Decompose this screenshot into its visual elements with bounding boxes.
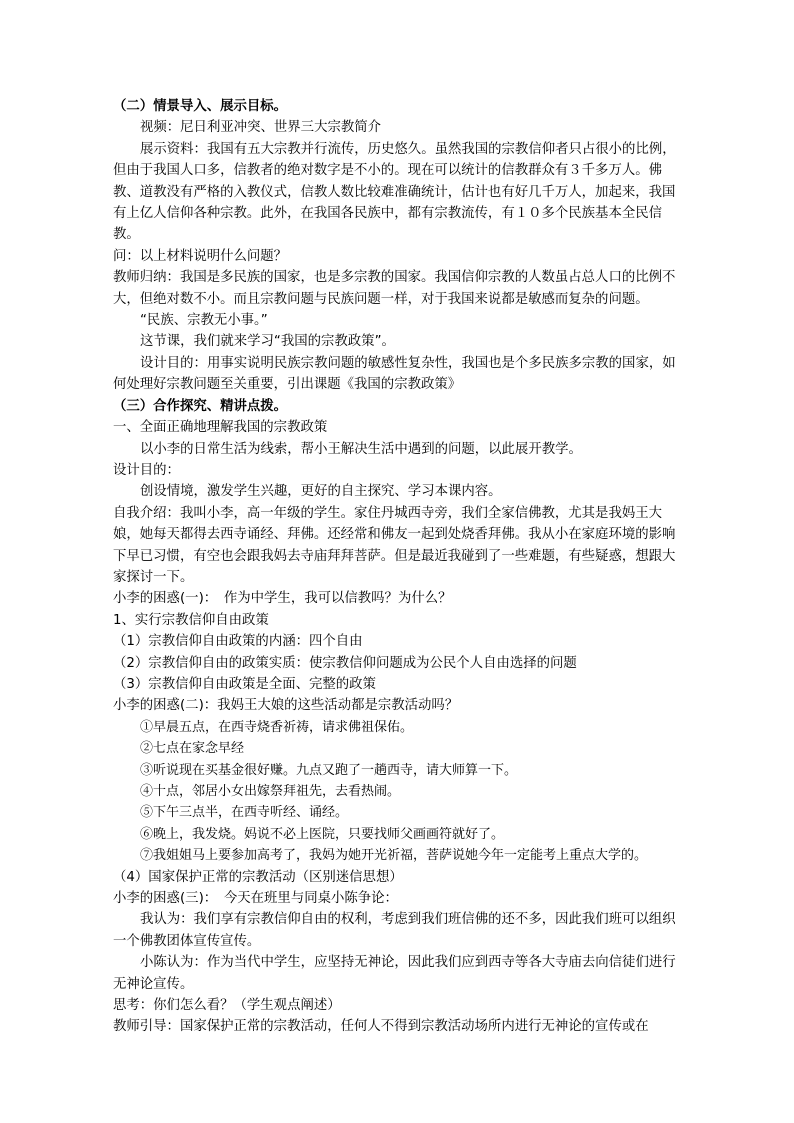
material-paragraph: 展示资料：我国有五大宗教并行流传，历史悠久。虽然我国的宗教信仰者只占很小的比例，但由于我国人口多，信教者的绝对数字是不小的。现在可以统计的信教群众有３千多万人。佛教、道教没有严格的入教仪式，信教人数比较难准确统计，估计也有好几千万人，加起来，我国有上亿人信仰各种宗教。此外，在我国各民族中，都有宗教流传，有１０多个民族基本全民信教。: [113, 141, 676, 243]
video-line: 视频：尼日利亚冲突、世界三大宗教简介: [140, 120, 382, 136]
lesson-line: 这节课，我们就来学习“我国的宗教政策”。: [140, 334, 395, 350]
puzzle-three: 小李的困惑(三)： 今天在班里与同桌小陈争论：: [113, 891, 398, 907]
activity-item: ①早晨五点，在西寺烧香祈祷，请求佛祖保佑。: [140, 719, 414, 735]
chen-view-paragraph: 小陈认为：作为当代中学生，应坚持无神论，因此我们应到西寺等各大寺庙去向信徒们进行无神论宣传。: [113, 955, 676, 992]
section-heading-inquiry: （三）合作探究、精讲点拨。: [113, 398, 288, 414]
policy-point: （1）宗教信仰自由政策的内涵：四个自由: [113, 634, 363, 650]
puzzle-two: 小李的困惑(二)：我妈王大娘的这些活动都是宗教活动吗？: [113, 698, 459, 714]
document-page: [113, 96, 685, 1038]
design-purpose-paragraph: 设计目的：用事实说明民族宗教问题的敏感性复杂性，我国也是个多民族多宗教的国家，如何处理好宗教问题至关重要，引出课题《我国的宗教政策》: [113, 355, 676, 393]
activity-item: ⑤下午三点半，在西寺听经、诵经。: [140, 805, 349, 821]
section-heading-intro: （二）情景导入、展示目标。: [113, 99, 288, 114]
part-one-title: 一、全面正确地理解我国的宗教政策: [113, 420, 328, 436]
policy-point: （3）宗教信仰自由政策是全面、完整的政策: [113, 676, 376, 692]
design-text: 创设情境，激发学生兴趣，更好的自主探究、学习本课内容。: [140, 484, 502, 500]
question-line: 问：以上材料说明什么问题？: [113, 248, 288, 264]
teacher-summary: 教师归纳：我国是多民族的国家，也是多宗教的国家。我国信仰宗教的人数虽占总人口的比例不大，但绝对数不小。而且宗教问题与民族问题一样，对于我国来说都是敏感而复杂的问题。: [113, 270, 676, 307]
think-line: 思考：你们怎么看？（学生观点阐述）: [113, 998, 341, 1014]
activity-item: ④十点，邻居小女出嫁祭拜祖先，去看热闹。: [140, 784, 401, 799]
design-label: 设计目的：: [113, 462, 180, 478]
policy-point: （2）宗教信仰自由的政策实质：使宗教信仰问题成为公民个人自由选择的问题: [113, 655, 577, 671]
policy-title: 1、实行宗教信仰自由政策: [113, 612, 269, 628]
my-view-paragraph: 我认为：我们享有宗教信仰自由的权利，考虑到我们班信佛的还不多，因此我们班可以组织一个佛教团体宣传宣传。: [113, 912, 676, 949]
protect-point: （4）国家保护正常的宗教活动（区别迷信思想）: [113, 869, 403, 885]
self-intro-paragraph: 自我介绍：我叫小李，高一年级的学生。家住丹城西寺旁，我们全家信佛教，尤其是我妈王大娘，她每天都得去西寺诵经、拜佛。还经常和佛友一起到处烧香拜佛。我从小在家庭环境的影响下早已习惯，有空也会跟我妈去寺庙拜拜菩萨。但是最近我碰到了一些难题，有些疑惑，想跟大家探讨一下。: [113, 505, 676, 585]
teacher-guide-line: 教师引导：国家保护正常的宗教活动，任何人不得到宗教活动场所内进行无神论的宣传或在: [113, 1019, 649, 1035]
clue-line: 以小李的日常生活为线索，帮小王解决生活中遇到的问题，以此展开教学。: [140, 441, 582, 457]
activity-item: ②七点在家念早经: [140, 741, 245, 757]
activity-item: ⑥晚上，我发烧。妈说不必上医院，只要找师父画画符就好了。: [140, 826, 505, 842]
quote-line: “民族、宗教无小事。”: [140, 313, 268, 329]
puzzle-one: 小李的困惑(一)： 作为中学生，我可以信教吗？为什么？: [113, 591, 452, 607]
activity-item: ③听说现在买基金很好赚。九点又跑了一趟西寺，请大师算一下。: [140, 762, 518, 778]
activity-item: ⑦我姐姐马上要参加高考了，我妈为她开光祈福，菩萨说她今年一定能考上重点大学的。: [140, 848, 648, 864]
